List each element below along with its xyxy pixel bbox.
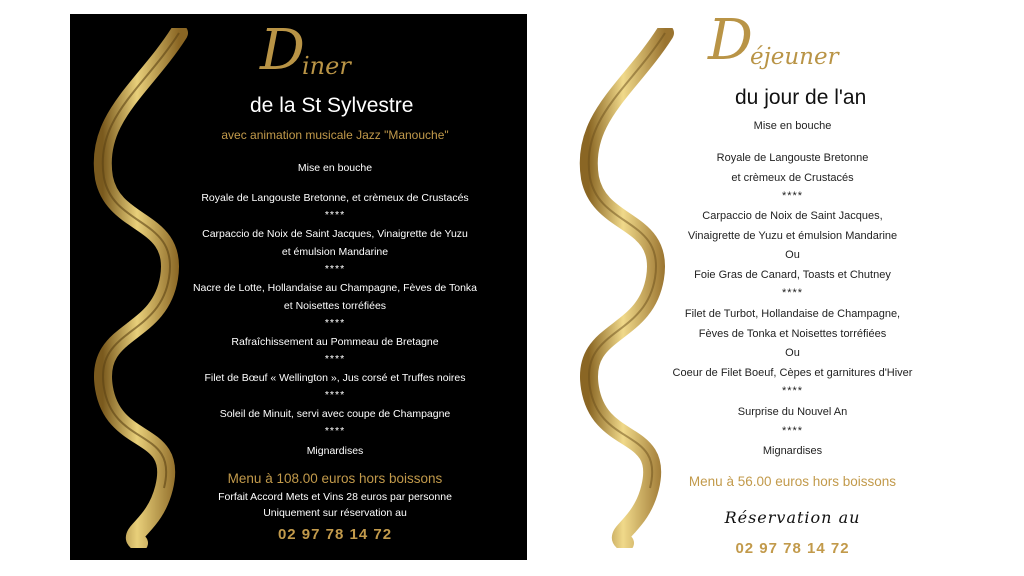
separator: **** bbox=[324, 353, 346, 365]
dejeuner-ou-1: Ou bbox=[785, 249, 800, 261]
dejeuner-course-3a: Filet de Turbot, Hollandaise de Champagne, bbox=[684, 308, 901, 320]
diner-course-5: Filet de Bœuf « Wellington », Jus corsé et Truffes noires bbox=[204, 372, 466, 384]
dejeuner-course-4: Surprise du Nouvel An bbox=[737, 406, 848, 418]
separator: **** bbox=[781, 190, 804, 202]
dejeuner-title-initial: D bbox=[708, 8, 753, 73]
dejeuner-course-2b: Vinaigrette de Yuzu et émulsion Mandarine bbox=[687, 230, 898, 242]
dejeuner-price: Menu à 56.00 euros hors boissons bbox=[688, 474, 897, 489]
separator: **** bbox=[781, 385, 804, 397]
diner-forfait: Forfait Accord Mets et Vins 28 euros par personne bbox=[218, 491, 452, 503]
separator: **** bbox=[324, 425, 346, 437]
separator: **** bbox=[324, 317, 346, 329]
diner-mise-en-bouche: Mise en bouche bbox=[297, 162, 373, 174]
dejeuner-course-3c: Coeur de Filet Boeuf, Cèpes et garnitures d'Hiver bbox=[672, 367, 913, 379]
dejeuner-course-2a: Carpaccio de Noix de Saint Jacques, bbox=[702, 210, 883, 222]
separator: **** bbox=[324, 209, 346, 221]
separator: **** bbox=[324, 389, 346, 401]
diner-subtitle: de la St Sylvestre bbox=[250, 94, 414, 117]
diner-price: Menu à 108.00 euros hors boissons bbox=[227, 471, 443, 486]
dejeuner-mignardises: Mignardises bbox=[762, 445, 823, 457]
diner-reservation-note: Uniquement sur réservation au bbox=[263, 507, 407, 519]
dejeuner-ou-2: Ou bbox=[785, 347, 800, 359]
dejeuner-title: éjeuner bbox=[750, 44, 839, 70]
diner-title: iner bbox=[302, 52, 351, 80]
dejeuner-mise-en-bouche: Mise en bouche bbox=[753, 120, 832, 132]
diner-course-6: Soleil de Minuit, servi avec coupe de Champagne bbox=[219, 408, 451, 420]
dejeuner-phone: 02 97 78 14 72 bbox=[735, 540, 850, 557]
separator: **** bbox=[781, 425, 804, 437]
diner-course-2a: Carpaccio de Noix de Saint Jacques, Vinaigrette de Yuzu bbox=[202, 228, 468, 240]
diner-course-2b: et émulsion Mandarine bbox=[281, 246, 389, 258]
diner-course-4: Rafraîchissement au Pommeau de Bretagne bbox=[231, 336, 439, 348]
diner-phone: 02 97 78 14 72 bbox=[277, 526, 393, 543]
diner-mignardises: Mignardises bbox=[306, 445, 364, 457]
diner-title-initial: D bbox=[260, 18, 305, 83]
separator: **** bbox=[781, 287, 804, 299]
dejeuner-course-1b: et crèmeux de Crustacés bbox=[731, 172, 854, 184]
diner-course-3a: Nacre de Lotte, Hollandaise au Champagne, Fèves de Tonka bbox=[192, 282, 478, 294]
separator: **** bbox=[324, 263, 346, 275]
diner-course-1: Royale de Langouste Bretonne, et crèmeux de Crustacés bbox=[201, 192, 469, 204]
diner-menu-panel bbox=[70, 14, 527, 560]
dejeuner-reservation: Réservation au bbox=[724, 508, 861, 527]
diner-course-3b: et Noisettes torréfiées bbox=[283, 300, 387, 312]
dejeuner-menu-panel bbox=[540, 8, 980, 560]
dejeuner-course-3b: Fèves de Tonka et Noisettes torréfiées bbox=[698, 328, 887, 340]
gold-ribbon-decoration bbox=[84, 28, 194, 548]
diner-tagline: avec animation musicale Jazz "Manouche" bbox=[221, 128, 449, 142]
dejeuner-course-2c: Foie Gras de Canard, Toasts et Chutney bbox=[694, 269, 891, 281]
dejeuner-course-1a: Royale de Langouste Bretonne bbox=[716, 152, 869, 164]
dejeuner-subtitle: du jour de l'an bbox=[735, 86, 867, 109]
